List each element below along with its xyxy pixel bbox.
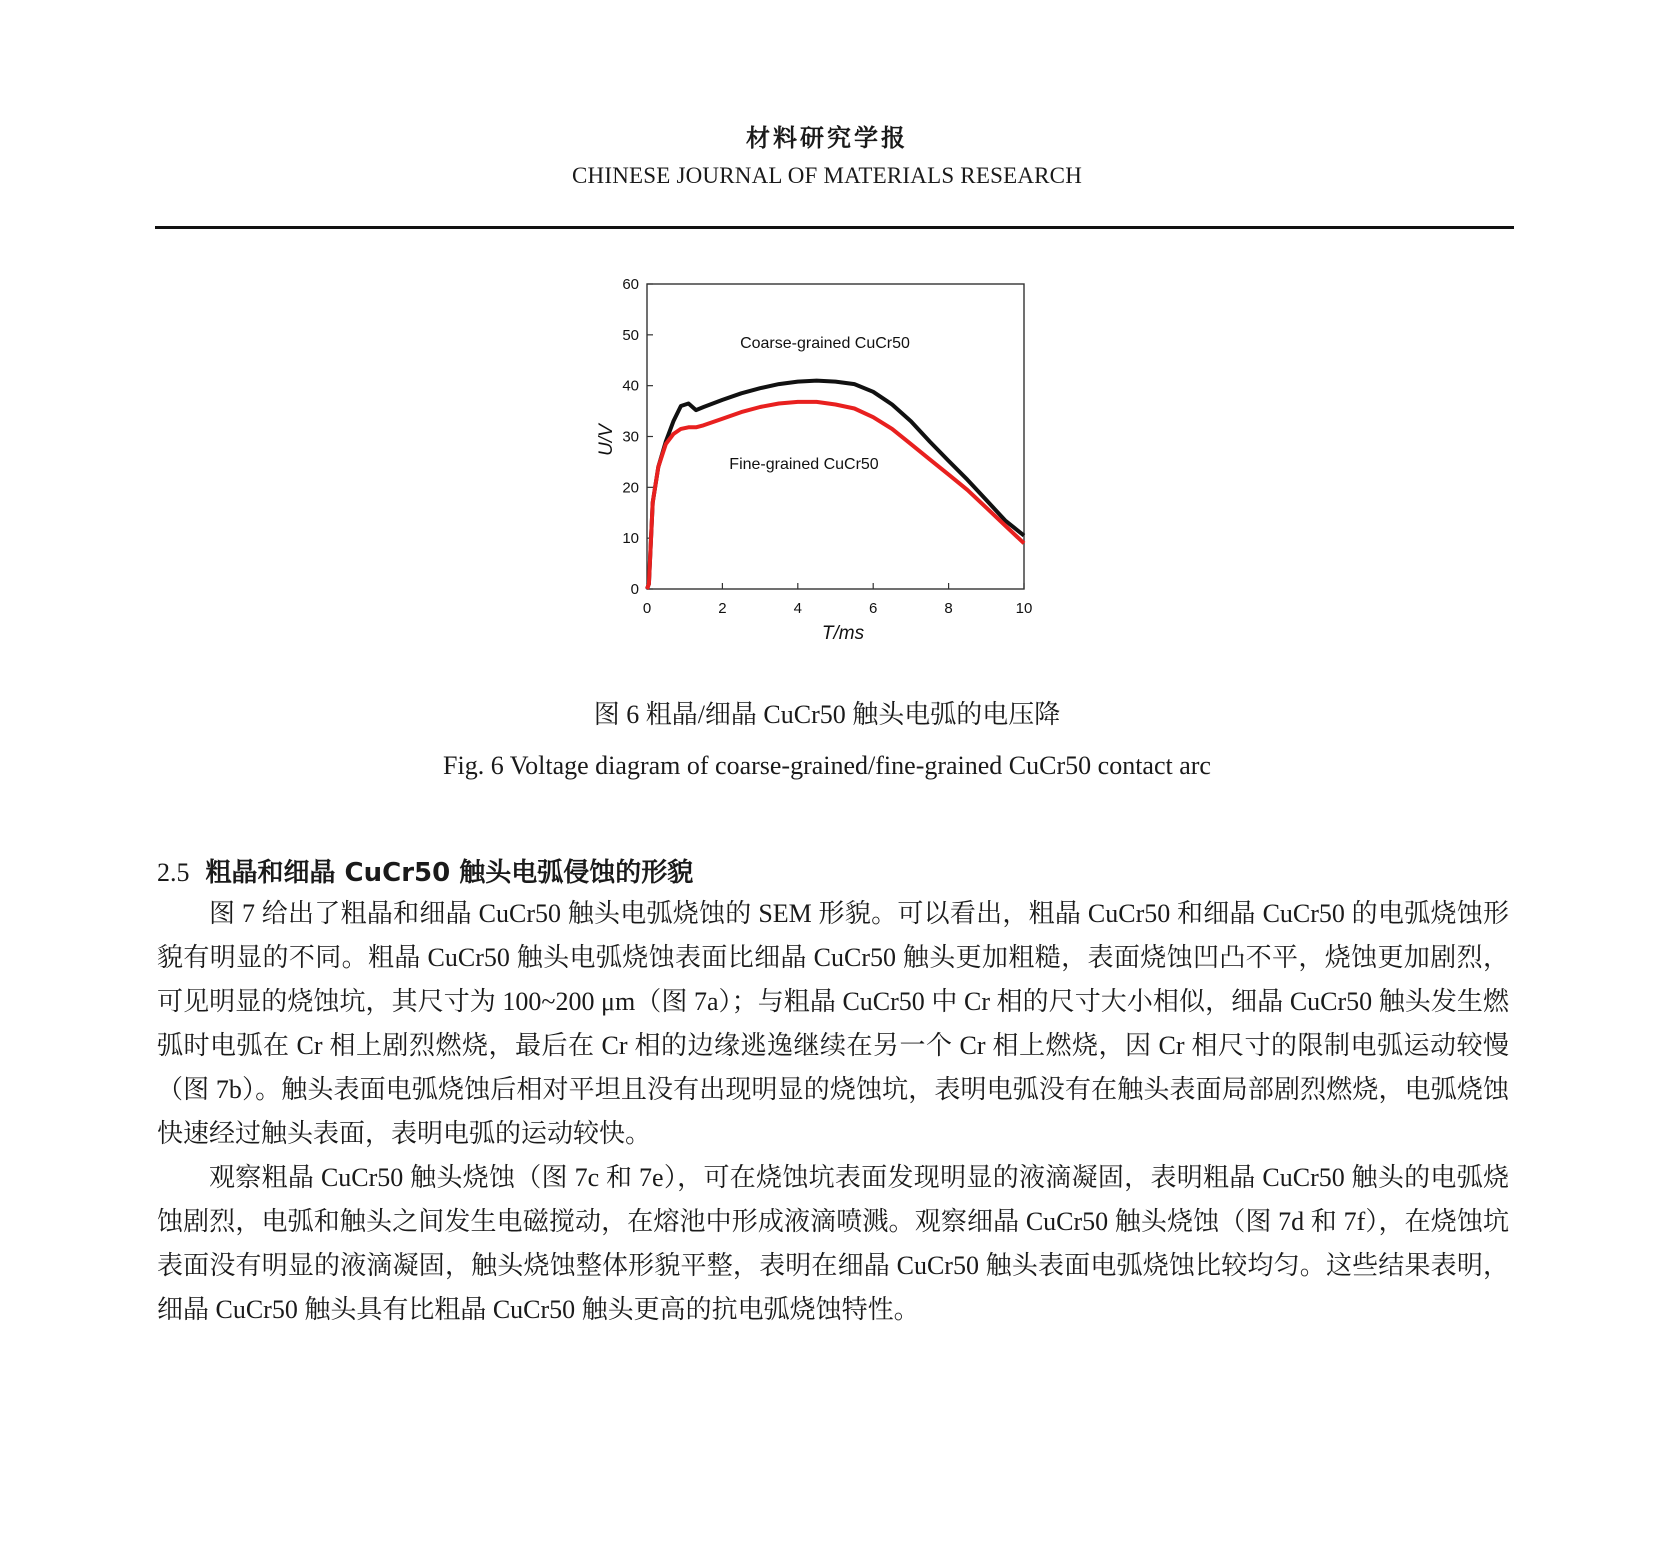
x-tick-label: 4 (793, 600, 802, 617)
figure-caption-cn: 图 6 粗晶/细晶 CuCr50 触头电弧的电压降 (593, 700, 1061, 729)
y-axis-label: U/V (596, 424, 617, 456)
y-tick-label: 50 (622, 326, 639, 344)
journal-title-en: CHINESE JOURNAL OF MATERIALS RESEARCH (571, 163, 1083, 188)
annotation-fine: Fine-grained CuCr50 (729, 456, 879, 473)
x-tick-label: 2 (718, 600, 727, 617)
x-tick-label: 6 (869, 600, 878, 617)
y-tick-label: 40 (622, 377, 639, 395)
voltage-chart (560, 262, 1080, 672)
y-tick-label: 20 (622, 479, 639, 497)
annotation-coarse: Coarse-grained CuCr50 (740, 335, 910, 352)
series-line-fine (647, 402, 1024, 589)
x-tick-label: 0 (642, 600, 652, 617)
body-text (157, 892, 1509, 1332)
section-title: 粗晶和细晶 CuCr50 触头电弧侵蚀的形貌 (205, 858, 694, 888)
paragraph-2: 观察粗晶 CuCr50 触头烧蚀（图 7c 和 7e），可在烧蚀坑表面发现明显的液滴凝固，表明粗晶 CuCr50 触头的电弧烧蚀剧烈，电弧和触头之间发生电磁搅动，在熔池中形成液滴喷溅。观察细晶 CuCr50 触头烧蚀（图 7d 和 7f），在烧蚀坑表面没有明显的液滴凝固，触头烧蚀整体形貌平整，表明在细晶 CuCr50 触头表面电弧烧蚀比较均匀。这些结果表明，细晶 CuCr50 触头具有比粗晶 CuCr50 触头更高的抗电弧烧蚀特性。 (157, 1163, 1509, 1324)
x-tick-label: 10 (1015, 600, 1033, 617)
section-heading (157, 852, 693, 889)
plot-frame (647, 284, 1024, 589)
paragraph-1: 图 7 给出了粗晶和细晶 CuCr50 触头电弧烧蚀的 SEM 形貌。可以看出，粗晶 CuCr50 和细晶 CuCr50 的电弧烧蚀形貌有明显的不同。粗晶 CuCr50 触头电弧烧蚀表面比细晶 CuCr50 触头更加粗糙，表面烧蚀凹凸不平，烧蚀更加剧烈，可见明显的烧蚀坑，其尺寸为 100~200 μm（图 7a）；与粗晶 CuCr50 中 Cr 相的尺寸大小相似，细晶 CuCr50 触头发生燃弧时电弧在 Cr 相上剧烈燃烧，最后在 Cr 相的边缘逃逸继续在另一个 Cr 相上燃烧，因 Cr 相尺寸的限制电弧运动较慢（图 7b）。触头表面电弧烧蚀后相对平坦且没有出现明显的烧蚀坑，表明电弧没有在触头表面局部剧烈燃烧，电弧烧蚀快速经过触头表面，表明电弧的运动较快。 (157, 899, 1509, 1148)
y-tick-label: 30 (622, 428, 639, 446)
y-tick-label: 0 (630, 581, 639, 598)
series-line-coarse (647, 381, 1024, 589)
y-tick-label: 60 (622, 276, 639, 293)
x-axis-label: T/ms (821, 623, 865, 644)
x-tick-label: 8 (944, 600, 953, 617)
header-divider (155, 226, 1514, 229)
figure-caption-en: Fig. 6 Voltage diagram of coarse-grained/fine-grained CuCr50 contact arc (443, 751, 1211, 780)
y-tick-label: 10 (622, 530, 639, 548)
journal-title-cn: 材料研究学报 (746, 124, 908, 152)
section-number: 2.5 (157, 858, 190, 887)
